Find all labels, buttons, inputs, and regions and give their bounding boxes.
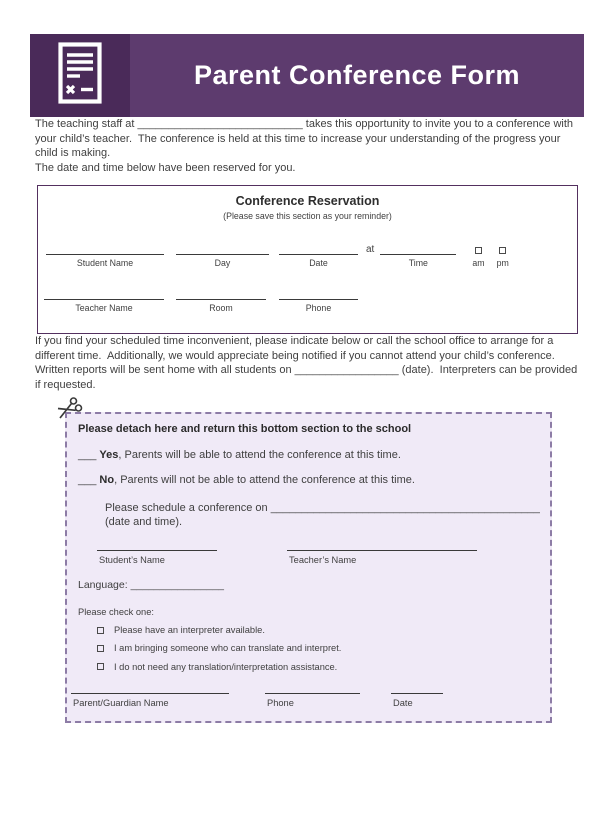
scissors-icon bbox=[56, 396, 83, 428]
detach-student-name-field bbox=[97, 549, 217, 566]
school-name-blank[interactable]: ___________________________ bbox=[137, 118, 303, 130]
am-option bbox=[472, 247, 484, 270]
no-option-line bbox=[78, 473, 540, 488]
day-field bbox=[176, 253, 269, 270]
date-field bbox=[279, 253, 358, 270]
detach-date-line[interactable] bbox=[391, 692, 443, 694]
detach-phone-label: Phone bbox=[267, 697, 294, 708]
teacher-name-field bbox=[44, 298, 164, 315]
detach-student-name-label: Student’s Name bbox=[99, 554, 165, 565]
teacher-name-line[interactable] bbox=[44, 298, 164, 300]
date-line[interactable] bbox=[279, 253, 358, 255]
time-field bbox=[380, 253, 456, 270]
time-label: Time bbox=[408, 257, 428, 268]
phone-field bbox=[279, 298, 358, 315]
reservation-row-2 bbox=[44, 298, 577, 315]
at-label: at bbox=[366, 244, 375, 256]
parent-guardian-name-label: Parent/Guardian Name bbox=[73, 697, 169, 708]
room-field bbox=[176, 298, 266, 315]
bringing-translator-label: I am bringing someone who can translate and interpret. bbox=[114, 643, 342, 654]
yes-option-line bbox=[78, 448, 540, 463]
yes-label: Yes bbox=[99, 448, 119, 461]
schedule-datetime-blank[interactable]: ____________________________________________ bbox=[270, 501, 540, 514]
detach-section bbox=[65, 412, 552, 723]
phone-line[interactable] bbox=[279, 298, 358, 300]
intro-paragraph bbox=[35, 117, 583, 161]
document-form-icon bbox=[58, 42, 102, 109]
am-label: am bbox=[472, 257, 485, 268]
reservation-subtitle: (Please save this section as your reminder) bbox=[223, 210, 392, 221]
yes-text: , Parents will be able to attend the conference at this time. bbox=[118, 448, 401, 461]
detach-date-label: Date bbox=[393, 697, 413, 708]
reservation-row-1 bbox=[46, 243, 577, 269]
room-line[interactable] bbox=[176, 298, 266, 300]
detach-phone-line[interactable] bbox=[265, 692, 360, 694]
reports-text-before: Written reports will be sent home with all students on bbox=[35, 364, 292, 377]
bringing-translator-checkbox[interactable] bbox=[97, 645, 104, 652]
reservation-title: Conference Reservation bbox=[235, 194, 380, 209]
language-label: Language: bbox=[78, 578, 128, 591]
day-label: Day bbox=[214, 257, 231, 268]
language-line bbox=[78, 579, 540, 593]
signature-row bbox=[71, 692, 540, 709]
schedule-text-after: (date and time). bbox=[105, 516, 183, 529]
pm-option bbox=[497, 247, 509, 270]
time-line[interactable] bbox=[380, 253, 456, 255]
parent-conference-form-page bbox=[0, 34, 616, 834]
parent-guardian-name-field bbox=[71, 692, 229, 709]
no-label: No bbox=[99, 474, 115, 487]
student-name-label: Student Name bbox=[76, 257, 134, 268]
check-one-label: Please check one: bbox=[78, 606, 154, 617]
pm-checkbox[interactable] bbox=[499, 247, 506, 254]
phone-label: Phone bbox=[305, 303, 332, 314]
schedule-text-before: Please schedule a conference on bbox=[105, 501, 268, 514]
detach-phone-field bbox=[265, 692, 360, 709]
intro-text-after: takes this opportunity to invite you to a conference with your child’s teacher. The conference is held at this time to increase your understanding of the progress your child is making. bbox=[35, 118, 574, 160]
no-text: , Parents will not be able to attend the conference at this time. bbox=[114, 474, 415, 487]
room-label: Room bbox=[209, 303, 233, 314]
written-reports-paragraph bbox=[35, 363, 583, 392]
no-blank[interactable]: ___ bbox=[78, 474, 97, 487]
student-name-line[interactable] bbox=[46, 253, 164, 255]
date-label: Date bbox=[309, 257, 328, 268]
form-icon-block bbox=[30, 34, 130, 117]
detach-heading: Please detach here and return this bottom section to the school bbox=[78, 423, 412, 436]
title-block bbox=[130, 34, 584, 117]
day-line[interactable] bbox=[176, 253, 269, 255]
page-title: Parent Conference Form bbox=[193, 60, 521, 90]
interpreter-available-checkbox[interactable] bbox=[97, 627, 104, 634]
detach-student-name-line[interactable] bbox=[97, 549, 217, 551]
parent-guardian-name-line[interactable] bbox=[71, 692, 229, 694]
am-checkbox[interactable] bbox=[475, 247, 482, 254]
form-body bbox=[35, 117, 583, 723]
student-name-field bbox=[46, 253, 164, 270]
interpreter-available-label: Please have an interpreter available. bbox=[114, 625, 265, 636]
detach-teacher-name-label: Teacher’s Name bbox=[289, 554, 357, 565]
header-banner bbox=[30, 34, 584, 117]
no-translation-label: I do not need any translation/interpretation assistance. bbox=[114, 661, 338, 672]
interpreter-available-option bbox=[97, 624, 540, 636]
detach-section-wrapper bbox=[65, 412, 552, 723]
detach-teacher-name-field bbox=[287, 549, 477, 566]
no-translation-checkbox[interactable] bbox=[97, 663, 104, 670]
reserved-note: The date and time below have been reserved for you. bbox=[35, 161, 296, 174]
bringing-translator-option bbox=[97, 642, 540, 654]
intro-text-before: The teaching staff at bbox=[35, 118, 135, 130]
inconvenient-time-paragraph: If you find your scheduled time inconvenient, please indicate below or call the school office to arrange for a different time. Additionally, we would appreciate being notified if you cannot attend your child’s conference. bbox=[35, 335, 555, 362]
no-translation-option bbox=[97, 661, 540, 673]
detach-date-field bbox=[391, 692, 443, 709]
schedule-conference-line bbox=[105, 501, 540, 530]
pm-label: pm bbox=[496, 257, 509, 268]
reports-text-after: (date). Interpreters can be provided if requested. bbox=[35, 364, 578, 391]
language-blank[interactable]: ________________ bbox=[130, 578, 224, 591]
detach-teacher-name-line[interactable] bbox=[287, 549, 477, 551]
teacher-name-label: Teacher Name bbox=[75, 303, 133, 314]
yes-blank[interactable]: ___ bbox=[78, 448, 97, 461]
conference-reservation-box bbox=[37, 185, 578, 334]
report-date-blank[interactable]: _________________ bbox=[294, 364, 399, 377]
names-row bbox=[71, 549, 540, 566]
